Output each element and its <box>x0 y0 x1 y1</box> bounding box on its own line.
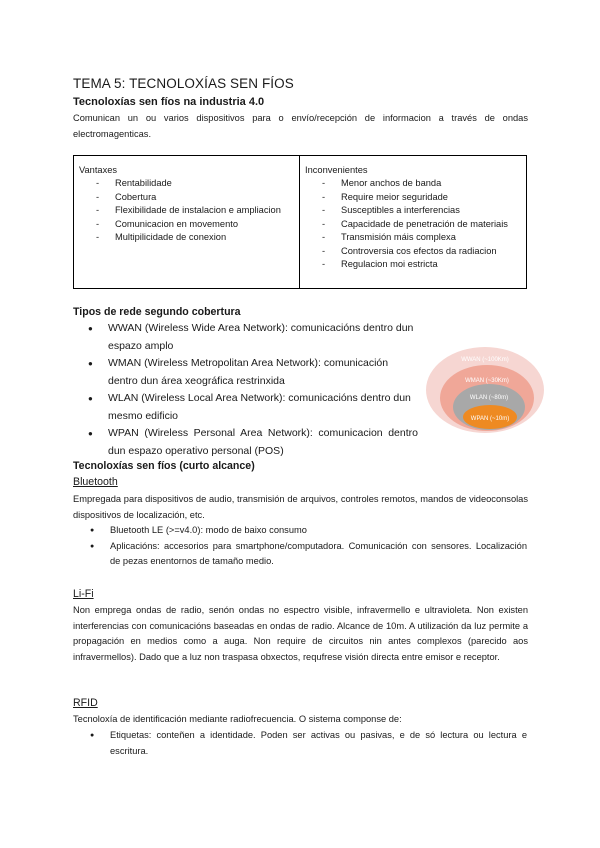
pros-cons-table <box>73 155 527 289</box>
disadvantages-column <box>300 156 526 288</box>
disadvantages-header: Inconvenientes <box>305 165 368 175</box>
advantage-item: - Rentabilidade <box>79 177 295 191</box>
disadvantage-item: - Require meior seguridade <box>305 191 522 205</box>
network-range-diagram <box>425 345 545 435</box>
advantage-item: - Comunicacion en movemento <box>79 218 295 232</box>
disadvantages-list <box>305 177 522 272</box>
section-heading-industria: Tecnoloxías sen fíos na industria 4.0 <box>73 96 265 108</box>
document-title: TEMA 5: TECNOLOXÍAS SEN FÍOS <box>73 76 294 91</box>
coverage-item-wlan: ● WLAN (Wireless Local Area Network): comunicacións dentro dun mesmo edificio <box>88 390 418 425</box>
advantages-column <box>74 156 300 288</box>
rfid-heading: RFID <box>73 697 98 709</box>
wwan-label: WWAN (~100Km) <box>461 357 509 363</box>
lifi-heading: Li-Fi <box>73 588 94 600</box>
bluetooth-paragraph: Empregada para dispositivos de audio, transmisión de arquivos, controles remotos, mandos de videoconsolas dispositivos de localización, etc. <box>73 494 528 520</box>
coverage-item-wpan: ● WPAN (Wireless Personal Area Network): comunicacion dentro dun espazo operativo personal (POS) <box>88 425 418 460</box>
rfid-list <box>90 728 527 759</box>
disadvantage-item: - Susceptibles a interferencias <box>305 204 522 218</box>
coverage-item-wman: ● WMAN (Wireless Metropolitan Area Network): comunicación dentro dun área xeográfica restrinxida <box>88 355 418 390</box>
bluetooth-heading: Bluetooth <box>73 476 118 488</box>
wman-label: WMAN (~30Km) <box>465 378 509 384</box>
coverage-heading: Tipos de rede segundo cobertura <box>73 306 241 318</box>
bluetooth-item: ● Aplicacións: accesorios para smartphone/computadora. Comunicación con sensores. Localización de pezas enentornos de tamaño medio. <box>90 539 527 570</box>
disadvantage-item: - Transmisión máis complexa <box>305 231 522 245</box>
lifi-paragraph: Non emprega ondas de radio, senón ondas no espectro visible, infravermello e ultravioleta. Non existen interferencias con comunicacións baseadas en ondas de radio. Alcance de 10m. A utilización da luz permite a propagación en medios como a auga. Non require de circuitos nin antes complexos (parecido aos infravermellos). Dado que a luz non traspasa obxectos, requfrese visión directa entre emisor e receptor. <box>73 605 528 662</box>
wlan-label: WLAN (~80m) <box>469 395 509 401</box>
section-intro-paragraph: Comunican un ou varios dispositivos para o envío/recepción de informacion a través de ondas electromagenticas. <box>73 113 528 139</box>
disadvantage-item: - Regulacion moi estricta <box>305 258 522 272</box>
short-range-heading: Tecnoloxías sen fíos (curto alcance) <box>73 460 255 472</box>
advantage-item: - Flexibilidade de instalacion e ampliacion <box>79 204 295 218</box>
rfid-paragraph: Tecnoloxía de identificación mediante radiofrecuencia. O sistema componse de: <box>73 714 402 724</box>
advantage-item: - Multipilicidade de conexion <box>79 231 295 245</box>
disadvantage-item: - Capacidade de penetración de materiais <box>305 218 522 232</box>
wpan-label: WPAN (~10m) <box>470 416 510 422</box>
bluetooth-item: ● Bluetooth LE (>=v4.0): modo de baixo consumo <box>90 523 527 539</box>
disadvantage-item: - Menor anchos de banda <box>305 177 522 191</box>
rfid-item: ● Etiquetas: conteñen a identidade. Poden ser activas ou pasivas, e de só lectura ou lectura e escritura. <box>90 728 527 759</box>
advantage-item: - Cobertura <box>79 191 295 205</box>
coverage-item-wwan: ● WWAN (Wireless Wide Area Network): comunicacións dentro dun espazo amplo <box>88 320 418 355</box>
advantages-list <box>79 177 295 245</box>
bluetooth-list <box>90 523 527 570</box>
advantages-header: Vantaxes <box>79 165 118 175</box>
coverage-list <box>88 320 418 460</box>
disadvantage-item: - Controversia cos efectos da radiacion <box>305 245 522 259</box>
